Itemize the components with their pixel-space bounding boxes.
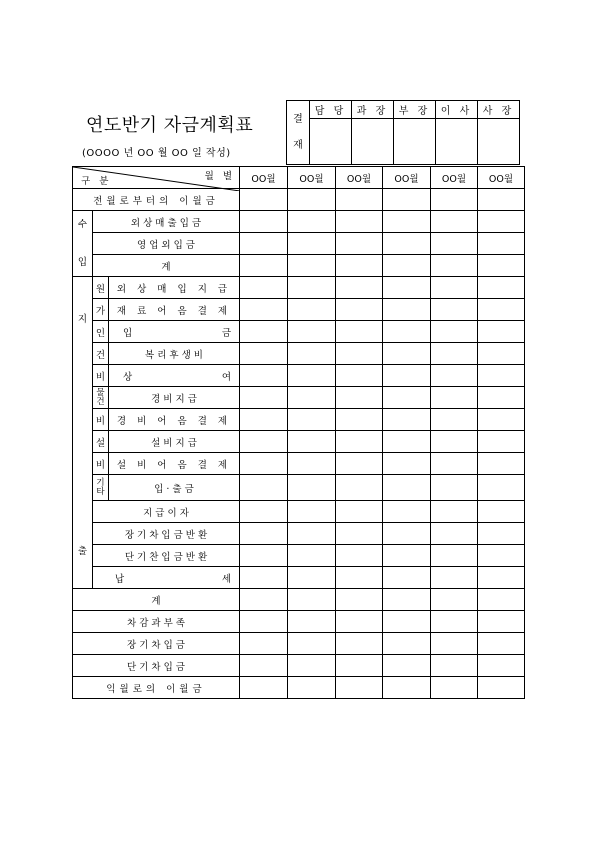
row-label-facility-payment: 설 비 지 급 bbox=[109, 431, 240, 453]
data-cell[interactable] bbox=[288, 611, 336, 633]
cost-group-char: 건 bbox=[93, 343, 109, 365]
data-cell[interactable] bbox=[478, 501, 525, 523]
data-cell[interactable] bbox=[288, 655, 336, 677]
data-cell[interactable] bbox=[431, 453, 478, 475]
data-cell[interactable] bbox=[431, 655, 478, 677]
data-cell[interactable] bbox=[336, 589, 383, 611]
other-group-label: 기 타 bbox=[93, 475, 109, 501]
data-cell[interactable] bbox=[240, 633, 288, 655]
data-cell[interactable] bbox=[336, 677, 383, 699]
row-label-income-total: 계 bbox=[93, 255, 240, 277]
data-cell[interactable] bbox=[431, 211, 478, 233]
data-cell[interactable] bbox=[383, 277, 431, 299]
data-cell[interactable] bbox=[383, 501, 431, 523]
data-cell[interactable] bbox=[431, 589, 478, 611]
data-cell[interactable] bbox=[336, 633, 383, 655]
data-cell[interactable] bbox=[288, 567, 336, 589]
data-cell[interactable] bbox=[431, 299, 478, 321]
row-label-long-loan-repay: 장 기 차 입 금 반 환 bbox=[93, 523, 240, 545]
table-row bbox=[73, 611, 525, 633]
data-cell[interactable] bbox=[336, 611, 383, 633]
data-cell[interactable] bbox=[478, 677, 525, 699]
data-cell[interactable] bbox=[478, 431, 525, 453]
data-cell[interactable] bbox=[288, 409, 336, 431]
row-label-short-loan-repay: 단 기 찬 입 금 반 환 bbox=[93, 545, 240, 567]
data-cell[interactable] bbox=[383, 409, 431, 431]
data-cell[interactable] bbox=[336, 453, 383, 475]
cost-group-char: 원 bbox=[93, 277, 109, 299]
table-row bbox=[73, 431, 525, 453]
data-cell[interactable] bbox=[336, 343, 383, 365]
data-cell[interactable] bbox=[383, 189, 431, 211]
data-cell[interactable] bbox=[240, 501, 288, 523]
data-cell[interactable] bbox=[288, 365, 336, 387]
data-cell[interactable] bbox=[336, 189, 383, 211]
data-cell[interactable] bbox=[478, 189, 525, 211]
material-group-char: 비 bbox=[93, 409, 109, 431]
row-label-expense-total: 계 bbox=[73, 589, 240, 611]
data-cell[interactable] bbox=[383, 211, 431, 233]
group-label-expense: 지 출 bbox=[73, 277, 93, 589]
cost-group-char: 가 bbox=[93, 299, 109, 321]
cost-group-char: 인 bbox=[93, 321, 109, 343]
data-cell[interactable] bbox=[288, 255, 336, 277]
data-cell[interactable] bbox=[431, 475, 478, 501]
approval-role-dept-head: 부 장 bbox=[394, 101, 436, 119]
data-cell[interactable] bbox=[288, 523, 336, 545]
data-cell[interactable] bbox=[383, 453, 431, 475]
month-header: OO월 bbox=[336, 167, 383, 189]
row-label-credit-sales: 외 상 매 출 입 금 bbox=[93, 211, 240, 233]
table-row bbox=[73, 501, 525, 523]
approval-role-staff: 담 당 bbox=[310, 101, 352, 119]
data-cell[interactable] bbox=[431, 431, 478, 453]
data-cell[interactable] bbox=[431, 501, 478, 523]
table-row bbox=[73, 387, 525, 409]
data-cell[interactable] bbox=[240, 365, 288, 387]
document-subtitle: (OOOO 년 OO 월 OO 일 작성) bbox=[82, 148, 231, 159]
data-cell[interactable] bbox=[478, 299, 525, 321]
data-cell[interactable] bbox=[240, 277, 288, 299]
table-row bbox=[73, 633, 525, 655]
data-cell[interactable] bbox=[240, 387, 288, 409]
data-cell[interactable] bbox=[336, 277, 383, 299]
row-label-labor: 입 금 bbox=[109, 321, 240, 343]
table-row bbox=[73, 589, 525, 611]
row-label-balance: 차 감 과 부 족 bbox=[73, 611, 240, 633]
data-cell[interactable] bbox=[478, 655, 525, 677]
data-cell[interactable] bbox=[336, 387, 383, 409]
approval-role-manager: 과 장 bbox=[352, 101, 394, 119]
data-cell[interactable] bbox=[288, 453, 336, 475]
row-label-welfare: 복 리 후 생 비 bbox=[109, 343, 240, 365]
data-cell[interactable] bbox=[240, 453, 288, 475]
data-cell[interactable] bbox=[288, 633, 336, 655]
data-cell[interactable] bbox=[240, 189, 288, 211]
data-cell[interactable] bbox=[431, 677, 478, 699]
data-cell[interactable] bbox=[478, 343, 525, 365]
data-cell[interactable] bbox=[478, 409, 525, 431]
table-row bbox=[73, 475, 525, 501]
data-cell[interactable] bbox=[478, 387, 525, 409]
row-label-carry-in: 전월로부터의 이월금 bbox=[73, 189, 240, 211]
group-label-income: 수 입 bbox=[73, 211, 93, 277]
table-row bbox=[73, 189, 525, 211]
row-label-material-bill: 재 료 어 음 결 제 bbox=[109, 299, 240, 321]
data-cell[interactable] bbox=[336, 365, 383, 387]
data-cell[interactable] bbox=[383, 233, 431, 255]
data-cell[interactable] bbox=[383, 321, 431, 343]
data-cell[interactable] bbox=[240, 343, 288, 365]
data-cell[interactable] bbox=[383, 545, 431, 567]
month-label: 월 별 bbox=[204, 171, 235, 182]
data-cell[interactable] bbox=[240, 233, 288, 255]
month-header: OO월 bbox=[431, 167, 478, 189]
table-row bbox=[73, 365, 525, 387]
row-label-short-loan: 단 기 차 입 금 bbox=[73, 655, 240, 677]
data-cell[interactable] bbox=[336, 299, 383, 321]
data-cell[interactable] bbox=[383, 611, 431, 633]
row-label-long-loan: 장 기 차 입 금 bbox=[73, 633, 240, 655]
data-cell[interactable] bbox=[288, 501, 336, 523]
data-cell[interactable] bbox=[240, 523, 288, 545]
data-cell[interactable] bbox=[431, 545, 478, 567]
data-cell[interactable] bbox=[288, 545, 336, 567]
data-cell[interactable] bbox=[431, 633, 478, 655]
table-row bbox=[73, 343, 525, 365]
data-cell[interactable] bbox=[431, 365, 478, 387]
document-title: 연도반기 자금계획표 bbox=[86, 115, 254, 136]
data-cell[interactable] bbox=[431, 523, 478, 545]
data-cell[interactable] bbox=[431, 343, 478, 365]
data-cell[interactable] bbox=[336, 567, 383, 589]
data-cell[interactable] bbox=[383, 365, 431, 387]
data-cell[interactable] bbox=[288, 233, 336, 255]
row-label-bonus: 상 여 bbox=[109, 365, 240, 387]
data-cell[interactable] bbox=[478, 633, 525, 655]
data-cell[interactable] bbox=[336, 321, 383, 343]
data-cell[interactable] bbox=[336, 255, 383, 277]
cost-group-char: 비 bbox=[93, 365, 109, 387]
row-label-facility-bill: 설 비 어 음 결 제 bbox=[109, 453, 240, 475]
approval-box bbox=[286, 100, 520, 165]
data-cell[interactable] bbox=[478, 475, 525, 501]
data-cell[interactable] bbox=[288, 475, 336, 501]
data-cell[interactable] bbox=[431, 189, 478, 211]
table-row bbox=[73, 321, 525, 343]
data-cell[interactable] bbox=[478, 567, 525, 589]
approval-role-president: 사 장 bbox=[478, 101, 520, 119]
row-label-credit-purchase: 외 상 매 입 지 급 bbox=[109, 277, 240, 299]
data-cell[interactable] bbox=[336, 545, 383, 567]
table-row bbox=[73, 453, 525, 475]
data-cell[interactable] bbox=[478, 321, 525, 343]
month-header: OO월 bbox=[240, 167, 288, 189]
data-cell[interactable] bbox=[240, 567, 288, 589]
data-cell[interactable] bbox=[383, 567, 431, 589]
data-cell[interactable] bbox=[431, 277, 478, 299]
data-cell[interactable] bbox=[240, 545, 288, 567]
data-cell[interactable] bbox=[336, 409, 383, 431]
month-header: OO월 bbox=[383, 167, 431, 189]
category-label: 구 분 bbox=[81, 176, 112, 187]
data-cell[interactable] bbox=[288, 431, 336, 453]
data-cell[interactable] bbox=[336, 431, 383, 453]
data-cell[interactable] bbox=[240, 211, 288, 233]
approval-role-director: 이 사 bbox=[436, 101, 478, 119]
data-cell[interactable] bbox=[431, 409, 478, 431]
sign-box-president[interactable] bbox=[478, 119, 520, 165]
data-cell[interactable] bbox=[240, 589, 288, 611]
data-cell[interactable] bbox=[240, 409, 288, 431]
data-cell[interactable] bbox=[240, 321, 288, 343]
data-cell[interactable] bbox=[336, 523, 383, 545]
material-group-label: 물 건 bbox=[93, 387, 109, 409]
data-cell[interactable] bbox=[288, 211, 336, 233]
data-cell[interactable] bbox=[478, 277, 525, 299]
data-cell[interactable] bbox=[288, 277, 336, 299]
approval-label: 결 재 bbox=[287, 101, 310, 165]
data-cell[interactable] bbox=[288, 589, 336, 611]
table-row bbox=[73, 255, 525, 277]
data-cell[interactable] bbox=[288, 677, 336, 699]
data-cell[interactable] bbox=[383, 633, 431, 655]
data-cell[interactable] bbox=[336, 211, 383, 233]
data-cell[interactable] bbox=[336, 501, 383, 523]
data-cell[interactable] bbox=[383, 431, 431, 453]
month-header: OO월 bbox=[478, 167, 525, 189]
row-label-non-operating-income: 영 업 외 입 금 bbox=[93, 233, 240, 255]
data-cell[interactable] bbox=[240, 431, 288, 453]
data-cell[interactable] bbox=[336, 233, 383, 255]
data-cell[interactable] bbox=[240, 655, 288, 677]
data-cell[interactable] bbox=[478, 233, 525, 255]
row-label-other-inout: 입 · 출 금 bbox=[109, 475, 240, 501]
header-row bbox=[73, 167, 525, 189]
facility-group-char: 비 bbox=[93, 453, 109, 475]
data-cell[interactable] bbox=[478, 255, 525, 277]
table-row bbox=[73, 409, 525, 431]
data-cell[interactable] bbox=[383, 387, 431, 409]
table-row bbox=[73, 233, 525, 255]
table-row bbox=[73, 545, 525, 567]
data-cell[interactable] bbox=[383, 677, 431, 699]
data-cell[interactable] bbox=[288, 321, 336, 343]
data-cell[interactable] bbox=[240, 475, 288, 501]
table-row bbox=[73, 277, 525, 299]
table-row bbox=[73, 523, 525, 545]
data-cell[interactable] bbox=[336, 475, 383, 501]
data-cell[interactable] bbox=[478, 545, 525, 567]
data-cell[interactable] bbox=[383, 589, 431, 611]
data-cell[interactable] bbox=[383, 343, 431, 365]
table-row bbox=[73, 567, 525, 589]
data-cell[interactable] bbox=[240, 255, 288, 277]
sign-box-dept-head[interactable] bbox=[394, 119, 436, 165]
data-cell[interactable] bbox=[431, 611, 478, 633]
month-header: OO월 bbox=[288, 167, 336, 189]
table-row bbox=[73, 211, 525, 233]
data-cell[interactable] bbox=[431, 567, 478, 589]
data-cell[interactable] bbox=[336, 655, 383, 677]
header-corner-cell bbox=[73, 167, 240, 189]
data-cell[interactable] bbox=[383, 655, 431, 677]
data-cell[interactable] bbox=[240, 299, 288, 321]
data-cell[interactable] bbox=[288, 189, 336, 211]
data-cell[interactable] bbox=[478, 211, 525, 233]
sign-box-manager[interactable] bbox=[352, 119, 394, 165]
data-cell[interactable] bbox=[288, 387, 336, 409]
row-label-expense-payment: 경 비 지 급 bbox=[109, 387, 240, 409]
data-cell[interactable] bbox=[383, 299, 431, 321]
data-cell[interactable] bbox=[288, 343, 336, 365]
table-row bbox=[73, 677, 525, 699]
row-label-interest: 지 급 이 자 bbox=[93, 501, 240, 523]
table-row bbox=[73, 655, 525, 677]
data-cell[interactable] bbox=[383, 523, 431, 545]
data-cell[interactable] bbox=[431, 387, 478, 409]
sign-box-staff[interactable] bbox=[310, 119, 352, 165]
data-cell[interactable] bbox=[431, 321, 478, 343]
data-cell[interactable] bbox=[288, 299, 336, 321]
data-cell[interactable] bbox=[478, 589, 525, 611]
row-label-tax: 납 세 bbox=[93, 567, 240, 589]
fund-plan-table bbox=[72, 166, 525, 699]
sign-box-director[interactable] bbox=[436, 119, 478, 165]
data-cell[interactable] bbox=[478, 523, 525, 545]
data-cell[interactable] bbox=[383, 475, 431, 501]
facility-group-char: 설 bbox=[93, 431, 109, 453]
data-cell[interactable] bbox=[240, 677, 288, 699]
data-cell[interactable] bbox=[431, 255, 478, 277]
data-cell[interactable] bbox=[431, 233, 478, 255]
data-cell[interactable] bbox=[240, 611, 288, 633]
table-row bbox=[73, 299, 525, 321]
data-cell[interactable] bbox=[478, 611, 525, 633]
data-cell[interactable] bbox=[478, 365, 525, 387]
row-label-expense-bill: 경 비 어 음 결 제 bbox=[109, 409, 240, 431]
data-cell[interactable] bbox=[383, 255, 431, 277]
data-cell[interactable] bbox=[478, 453, 525, 475]
row-label-carry-out: 익월로의 이월금 bbox=[73, 677, 240, 699]
